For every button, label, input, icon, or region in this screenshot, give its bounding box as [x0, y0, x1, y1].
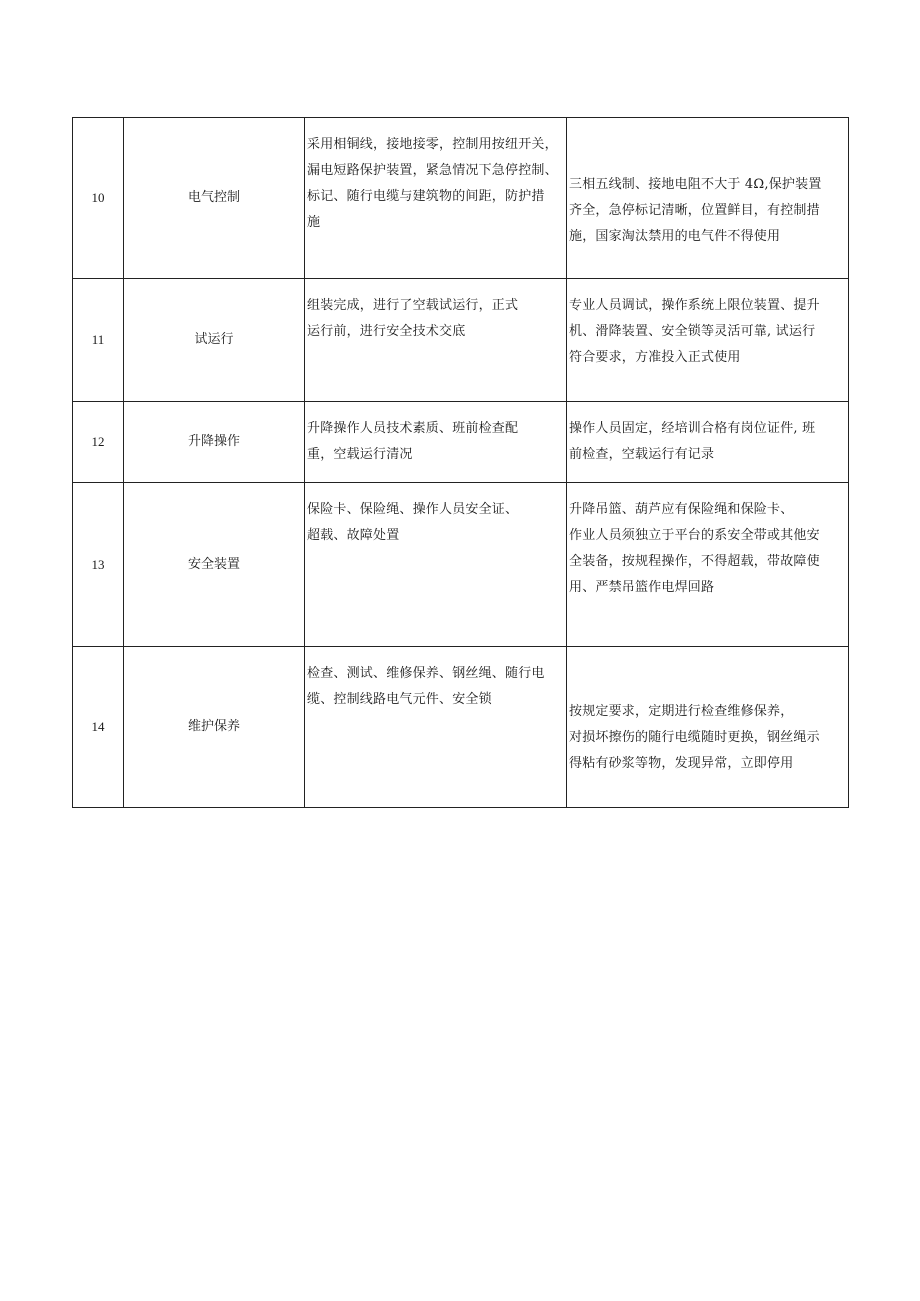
requirement-line: 三相五线制、接地电阻不大于 4Ω,保护装置 [569, 177, 822, 192]
table-row [73, 647, 849, 808]
content-line: 缆、控制线路电气元件、安全锁 [307, 692, 492, 707]
requirement-line: 机、滑降装置、安全锁等灵活可靠, 试运行 [569, 324, 816, 339]
inspection-item: 安全装置 [124, 483, 305, 647]
inspection-content [305, 279, 567, 402]
row-number: 12 [73, 402, 124, 483]
requirement-line: 作业人员须独立于平台的系安全带或其他安 [569, 528, 820, 543]
requirement-line: 全装备，按规程操作，不得超载，带故障使 [569, 554, 820, 569]
inspection-content [305, 483, 567, 647]
inspection-table [72, 117, 849, 808]
content-line: 施 [307, 215, 321, 230]
content-line: 组装完成，进行了空载试运行，正式 [307, 298, 519, 313]
table-row [73, 279, 849, 402]
content-line: 漏电短路保护装置，紧急情况下急停控制、 [307, 163, 558, 178]
inspection-content [305, 402, 567, 483]
requirement-line: 前检查，空载运行有记录 [569, 447, 715, 462]
requirement-line: 升降吊篮、葫芦应有保险绳和保险卡、 [569, 502, 794, 517]
inspection-item: 试运行 [124, 279, 305, 402]
requirement-line: 施，国家淘汰禁用的电气件不得使用 [569, 229, 781, 244]
requirement-line: 得粘有砂浆等物，发现异常，立即停用 [569, 756, 794, 771]
content-line: 标记、随行电缆与建筑物的间距，防护措 [307, 189, 545, 204]
inspection-item: 电气控制 [124, 118, 305, 279]
requirement-line: 按规定要求，定期进行检查维修保养， [569, 704, 794, 719]
content-line: 保险卡、保险绳、操作人员安全证、 [307, 502, 519, 517]
row-number: 11 [73, 279, 124, 402]
table-row [73, 118, 849, 279]
content-line: 重，空载运行清况 [307, 447, 413, 462]
inspection-requirement [567, 118, 849, 279]
content-line: 升降操作人员技术素质、班前检查配 [307, 421, 519, 436]
requirement-line: 专业人员调试，操作系统上限位装置、提升 [569, 298, 820, 313]
requirement-line: 对损坏擦伤的随行电缆随时更换，钢丝绳示 [569, 730, 820, 745]
table-row [73, 483, 849, 647]
content-line: 采用相铜线，接地接零，控制用按纽开关， [307, 137, 558, 152]
content-line: 超载、故障处置 [307, 528, 400, 543]
content-line: 运行前，进行安全技术交底 [307, 324, 466, 339]
row-number: 14 [73, 647, 124, 808]
row-number: 13 [73, 483, 124, 647]
inspection-requirement [567, 402, 849, 483]
row-number: 10 [73, 118, 124, 279]
content-line: 检查、测试、维修保养、钢丝绳、随行电 [307, 666, 545, 681]
inspection-requirement [567, 279, 849, 402]
inspection-item: 升降操作 [124, 402, 305, 483]
table-row [73, 402, 849, 483]
requirement-line: 操作人员固定，经培训合格有岗位证件, 班 [569, 421, 816, 436]
inspection-content [305, 647, 567, 808]
inspection-content [305, 118, 567, 279]
inspection-item: 维护保养 [124, 647, 305, 808]
requirement-line: 齐全，急停标记清晰，位置鲜目，有控制措 [569, 203, 820, 218]
requirement-line: 用、严禁吊篮作电焊回路 [569, 580, 715, 595]
requirement-line: 符合要求，方准投入正式使用 [569, 350, 741, 365]
inspection-requirement [567, 483, 849, 647]
inspection-requirement [567, 647, 849, 808]
